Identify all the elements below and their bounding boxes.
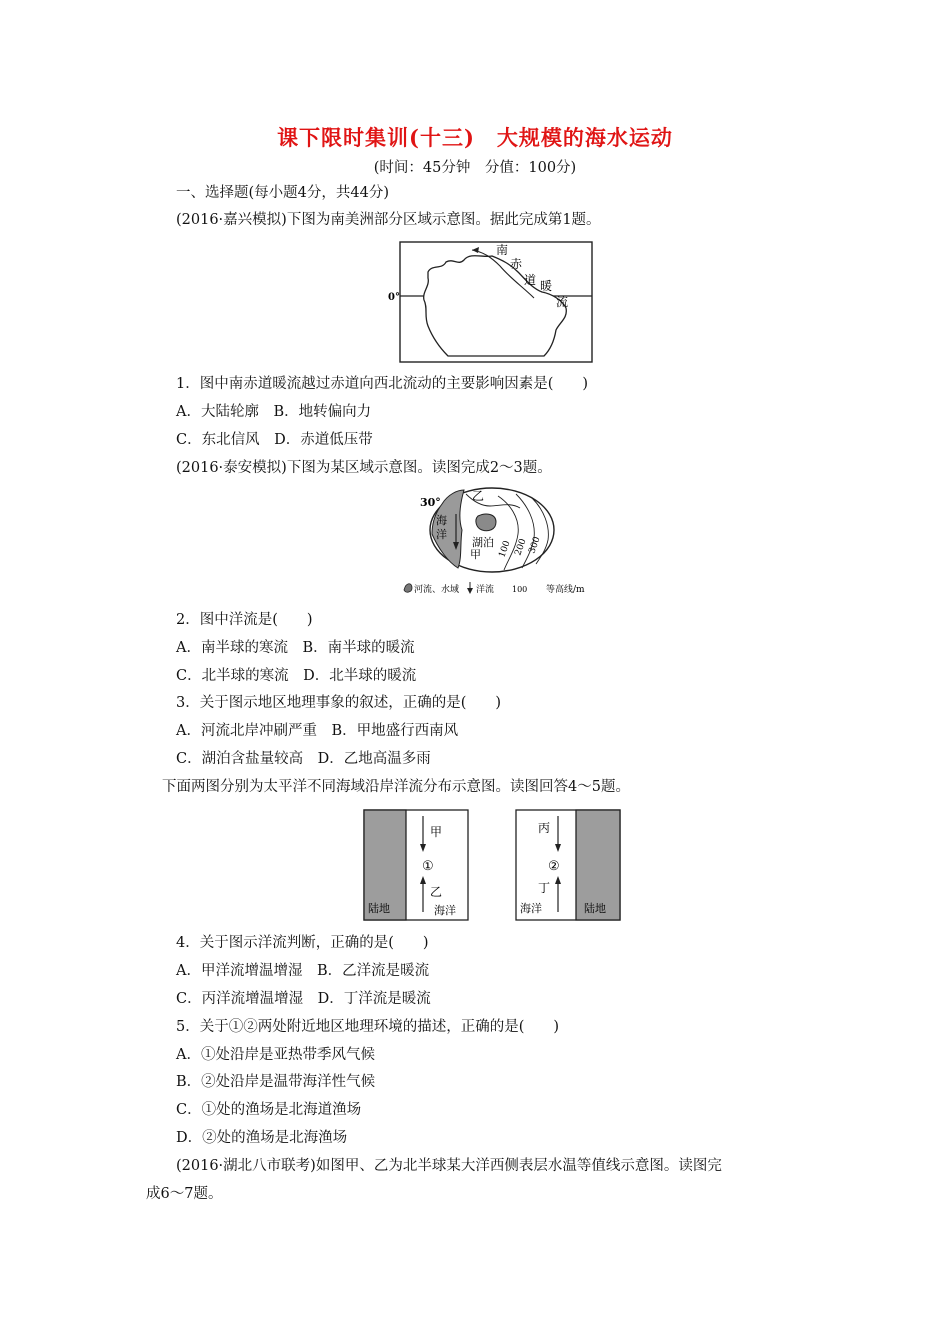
intro-q4-5: 下面两图分别为太平洋不同海域沿岸洋流分布示意图。读图回答4～5题。	[162, 779, 630, 795]
intro-q1: (2016·嘉兴模拟)下图为南美洲部分区域示意图。据此完成第1题。	[176, 212, 601, 228]
contour-100: 100	[497, 539, 513, 560]
ocean-char-2: 洋	[436, 528, 447, 541]
current-char-3: 道	[524, 273, 537, 287]
jia-label: 甲	[470, 548, 481, 561]
intro-q2-3: (2016·泰安模拟)下图为某区域示意图。读图完成2～3题。	[176, 460, 552, 476]
current-char-4: 暖	[540, 279, 553, 293]
q2-stem: 2．图中洋流是( )	[176, 612, 313, 628]
legend-contour-sample: 100	[512, 585, 528, 594]
left-ocean-label: 海洋	[434, 904, 456, 917]
right-top-label: 丙	[538, 821, 551, 835]
current-char-2: 赤	[510, 257, 523, 271]
current-char-5: 流	[556, 295, 569, 309]
q5-option-c: C．①处的渔场是北海道渔场	[176, 1102, 362, 1118]
q3-stem: 3．关于图示地区地理事象的叙述，正确的是( )	[176, 695, 502, 711]
current-char-1: 南	[496, 243, 509, 257]
south-america-figure	[384, 238, 596, 366]
q5-option-d: D．②处的渔场是北海渔场	[176, 1130, 348, 1146]
left-mark: ①	[422, 859, 434, 874]
yi-label: 乙	[472, 489, 485, 503]
page-title: 课下限时集训(十三) 大规模的海水运动	[277, 125, 673, 150]
equator-label: 0°	[388, 292, 400, 303]
legend-current: 洋流	[476, 585, 495, 595]
q2-options-cd: C．北半球的寒流 D．北半球的暖流	[176, 668, 417, 684]
section-heading: 一、选择题(每小题4分，共44分)	[176, 185, 389, 201]
q3-options-ab: A．河流北岸冲刷严重 B．甲地盛行西南风	[176, 723, 459, 739]
right-bottom-label: 丁	[538, 881, 551, 895]
q4-options-ab: A．甲洋流增温增湿 B．乙洋流是暖流	[176, 963, 430, 979]
q4-stem: 4．关于图示洋流判断，正确的是( )	[176, 935, 429, 951]
q1-stem: 1．图中南赤道暖流越过赤道向西北流动的主要影响因素是( )	[176, 376, 589, 392]
page-subtitle: (时间：45分钟 分值：100分)	[373, 160, 577, 176]
contour-200: 200	[513, 537, 529, 558]
q4-options-cd: C．丙洋流增温增湿 D．丁洋流是暖流	[176, 991, 431, 1007]
q5-option-a: A．①处沿岸是亚热带季风气候	[176, 1047, 375, 1063]
right-mark: ②	[548, 859, 560, 874]
region-figure	[400, 484, 600, 600]
ocean-char-1: 海	[436, 514, 447, 527]
q1-options-cd: C．东北信风 D．赤道低压带	[176, 432, 373, 448]
right-land-label: 陆地	[584, 902, 606, 915]
left-land-label: 陆地	[368, 902, 390, 915]
right-ocean-label: 海洋	[520, 902, 542, 915]
left-top-label: 甲	[430, 825, 443, 839]
q5-stem: 5．关于①②两处附近地区地理环境的描述，正确的是( )	[176, 1019, 560, 1035]
latitude-label: 30°	[420, 496, 441, 509]
q1-options-ab: A．大陆轮廓 B．地转偏向力	[176, 404, 372, 420]
intro-q6-7-line2: 成6～7题。	[146, 1186, 223, 1202]
legend-contour: 等高线/m	[546, 585, 585, 595]
q5-option-b: B．②处沿岸是温带海洋性气候	[176, 1074, 376, 1090]
legend-river: 河流、水域	[414, 585, 460, 595]
q3-options-cd: C．湖泊含盐量较高 D．乙地高温多雨	[176, 751, 431, 767]
lake-label: 湖泊	[472, 536, 494, 549]
left-bottom-label: 乙	[430, 885, 443, 899]
contour-300: 300	[527, 535, 543, 556]
intro-q6-7-line1: (2016·湖北八市联考)如图甲、乙为北半球某大洋西侧表层水温等值线示意图。读图完	[176, 1158, 722, 1174]
current-panels-figure	[362, 808, 624, 922]
q2-options-ab: A．南半球的寒流 B．南半球的暖流	[176, 640, 415, 656]
